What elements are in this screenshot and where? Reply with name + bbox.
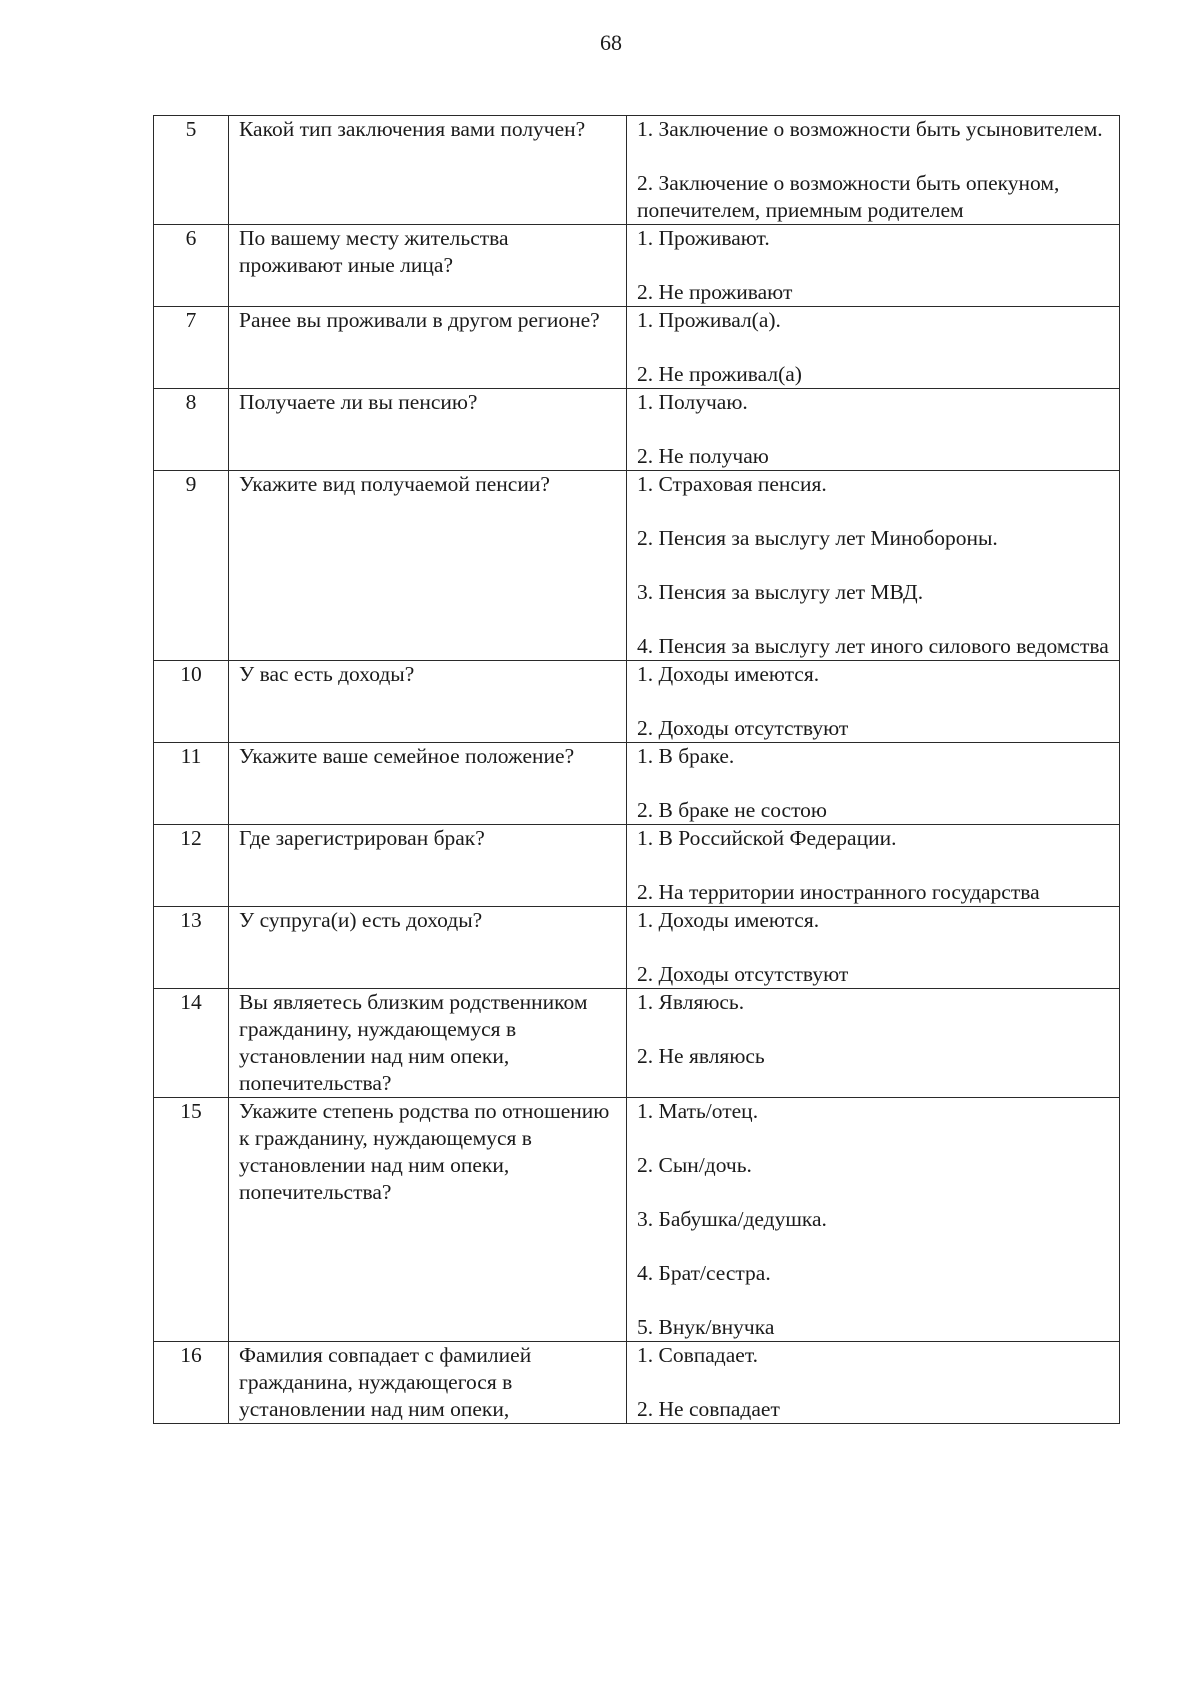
row-number: 7 bbox=[154, 307, 229, 389]
answers-cell bbox=[627, 389, 1120, 471]
answer-option: 2. Доходы отсутствуют bbox=[637, 716, 849, 740]
answer-option: 2. Доходы отсутствуют bbox=[637, 962, 849, 986]
answer-option: 1. Являюсь. bbox=[637, 990, 745, 1014]
answers-cell bbox=[627, 471, 1120, 661]
answers-cell bbox=[627, 225, 1120, 307]
answer-option: 2. Не совпадает bbox=[637, 1397, 780, 1421]
answer-option: 4. Пенсия за выслугу лет иного силового ведомства bbox=[637, 634, 1109, 658]
row-number: 11 bbox=[154, 743, 229, 825]
answers-cell bbox=[627, 825, 1120, 907]
table-row bbox=[154, 743, 1120, 825]
answers-cell bbox=[627, 907, 1120, 989]
row-number: 15 bbox=[154, 1098, 229, 1342]
row-number: 5 bbox=[154, 116, 229, 225]
table-body bbox=[154, 116, 1120, 1424]
answer-option: 2. Пенсия за выслугу лет Минобороны. bbox=[637, 526, 998, 550]
table-row bbox=[154, 471, 1120, 661]
answer-option: 2. Не являюсь bbox=[637, 1044, 765, 1068]
answers-cell bbox=[627, 661, 1120, 743]
row-number: 13 bbox=[154, 907, 229, 989]
answer-option: 2. Не проживают bbox=[637, 280, 793, 304]
answer-option: 1. Доходы имеются. bbox=[637, 908, 820, 932]
row-number: 6 bbox=[154, 225, 229, 307]
answer-option: 5. Внук/внучка bbox=[637, 1315, 775, 1339]
answer-option: 2. Заключение о возможности быть опекуном, попечителем, приемным родителем bbox=[637, 171, 1060, 222]
table-row bbox=[154, 661, 1120, 743]
question-cell: У вас есть доходы? bbox=[229, 661, 627, 743]
question-cell: У супруга(и) есть доходы? bbox=[229, 907, 627, 989]
page-number: 68 bbox=[600, 30, 622, 55]
row-number: 14 bbox=[154, 989, 229, 1098]
answer-option: 1. Доходы имеются. bbox=[637, 662, 820, 686]
row-number: 8 bbox=[154, 389, 229, 471]
answers-cell bbox=[627, 307, 1120, 389]
answer-option: 3. Пенсия за выслугу лет МВД. bbox=[637, 580, 924, 604]
answer-option: 1. Совпадает. bbox=[637, 1343, 758, 1367]
question-cell: Где зарегистрирован брак? bbox=[229, 825, 627, 907]
answers-cell bbox=[627, 1098, 1120, 1342]
table-row bbox=[154, 116, 1120, 225]
answer-option: 2. На территории иностранного государства bbox=[637, 880, 1040, 904]
answer-option: 2. Не получаю bbox=[637, 444, 769, 468]
table-row bbox=[154, 907, 1120, 989]
table-row bbox=[154, 307, 1120, 389]
questionnaire-table bbox=[153, 115, 1120, 1424]
answers-cell bbox=[627, 116, 1120, 225]
question-cell: Укажите степень родства по отношению к гражданину, нуждающемуся в установлении над ним опеки, попечительства? bbox=[229, 1098, 627, 1342]
question-cell: Укажите ваше семейное положение? bbox=[229, 743, 627, 825]
question-cell: Какой тип заключения вами получен? bbox=[229, 116, 627, 225]
row-number: 10 bbox=[154, 661, 229, 743]
answer-option: 1. В Российской Федерации. bbox=[637, 826, 897, 850]
answer-option: 1. Страховая пенсия. bbox=[637, 472, 827, 496]
question-cell: По вашему месту жительства проживают иные лица? bbox=[229, 225, 627, 307]
answers-cell bbox=[627, 743, 1120, 825]
answer-option: 1. Получаю. bbox=[637, 390, 748, 414]
row-number: 16 bbox=[154, 1342, 229, 1424]
table-row bbox=[154, 225, 1120, 307]
answer-option: 2. Сын/дочь. bbox=[637, 1153, 752, 1177]
answer-option: 3. Бабушка/дедушка. bbox=[637, 1207, 827, 1231]
table-row bbox=[154, 1342, 1120, 1424]
answers-cell bbox=[627, 989, 1120, 1098]
answers-cell bbox=[627, 1342, 1120, 1424]
answer-option: 4. Брат/сестра. bbox=[637, 1261, 771, 1285]
table-row bbox=[154, 1098, 1120, 1342]
answer-option: 2. В браке не состою bbox=[637, 798, 827, 822]
question-cell: Ранее вы проживали в другом регионе? bbox=[229, 307, 627, 389]
row-number: 9 bbox=[154, 471, 229, 661]
answer-option: 1. Проживают. bbox=[637, 226, 770, 250]
answer-option: 2. Не проживал(а) bbox=[637, 362, 802, 386]
row-number: 12 bbox=[154, 825, 229, 907]
question-cell: Вы являетесь близким родственником гражданину, нуждающемуся в установлении над ним опеки, попечительства? bbox=[229, 989, 627, 1098]
answer-option: 1. Проживал(а). bbox=[637, 308, 781, 332]
question-cell: Получаете ли вы пенсию? bbox=[229, 389, 627, 471]
question-cell: Фамилия совпадает с фамилией гражданина, нуждающегося в установлении над ним опеки, bbox=[229, 1342, 627, 1424]
answer-option: 1. В браке. bbox=[637, 744, 735, 768]
table-row bbox=[154, 825, 1120, 907]
answer-option: 1. Мать/отец. bbox=[637, 1099, 759, 1123]
table-row bbox=[154, 389, 1120, 471]
answer-option: 1. Заключение о возможности быть усыновителем. bbox=[637, 117, 1103, 141]
question-cell: Укажите вид получаемой пенсии? bbox=[229, 471, 627, 661]
table-row bbox=[154, 989, 1120, 1098]
